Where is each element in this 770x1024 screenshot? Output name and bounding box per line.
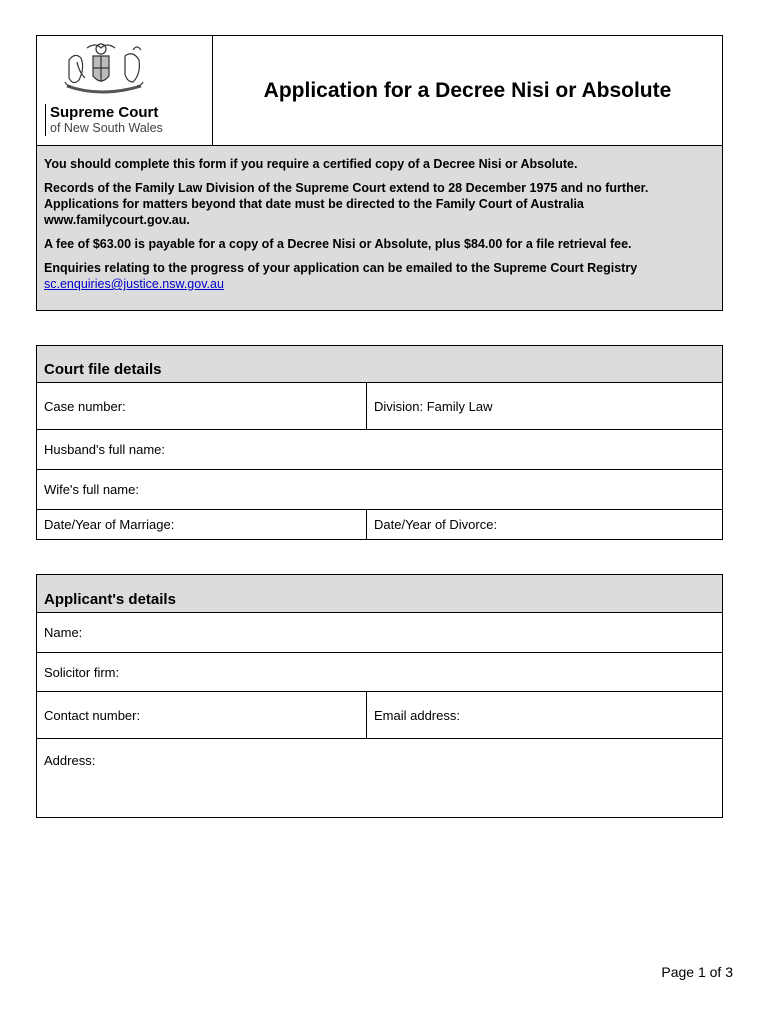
table-row xyxy=(37,470,722,510)
instructions-panel xyxy=(36,146,723,311)
court-name xyxy=(45,104,163,136)
registry-email-link[interactable]: sc.enquiries@justice.nsw.gov.au xyxy=(44,277,224,291)
instruction-2: Records of the Family Law Division of the Supreme Court extend to 28 December 1975 and no further. Applications for matters beyond that date must be directed to the Family Court of Australia www.familycourt.gov.au. xyxy=(44,181,649,227)
table-row xyxy=(37,653,722,692)
address-field[interactable]: Address: xyxy=(44,753,96,768)
court-file-section xyxy=(36,345,723,540)
contact-number-field[interactable]: Contact number: xyxy=(37,692,367,738)
form-title: Application for a Decree Nisi or Absolute xyxy=(263,78,672,102)
table-row xyxy=(37,383,722,430)
table-row xyxy=(37,613,722,653)
email-address-field[interactable]: Email address: xyxy=(374,707,460,723)
divorce-date-field[interactable]: Date/Year of Divorce: xyxy=(374,517,498,532)
instruction-3: A fee of $63.00 is payable for a copy of a Decree Nisi or Absolute, plus $84.00 for a file retrieval fee. xyxy=(44,237,632,251)
applicant-heading: Applicant's details xyxy=(37,575,722,613)
division-field: Division: Family Law xyxy=(374,398,493,414)
logo-cell xyxy=(37,36,213,145)
court-name-subtitle: of New South Wales xyxy=(50,121,163,135)
form-header xyxy=(36,35,723,146)
marriage-date-field[interactable]: Date/Year of Marriage: xyxy=(37,510,367,539)
court-file-heading: Court file details xyxy=(37,346,722,383)
applicant-name-field[interactable]: Name: xyxy=(44,625,83,640)
court-name-title: Supreme Court xyxy=(50,104,159,121)
applicant-section xyxy=(36,574,723,818)
instruction-1: You should complete this form if you require a certified copy of a Decree Nisi or Absolute. xyxy=(44,157,578,171)
wife-name-field[interactable]: Wife's full name: xyxy=(44,482,139,497)
solicitor-firm-field[interactable]: Solicitor firm: xyxy=(44,664,120,680)
page-number: Page 1 of 3 xyxy=(661,964,733,980)
table-row xyxy=(37,739,722,817)
coat-of-arms-icon xyxy=(47,40,177,100)
instruction-4 xyxy=(44,260,715,292)
husband-name-field[interactable]: Husband's full name: xyxy=(44,442,165,457)
table-row xyxy=(37,510,722,539)
instruction-4-text: Enquiries relating to the progress of your application can be emailed to the Supreme Court Registry xyxy=(44,261,638,275)
case-number-field[interactable]: Case number: xyxy=(37,383,367,429)
table-row xyxy=(37,430,722,470)
table-row xyxy=(37,692,722,739)
